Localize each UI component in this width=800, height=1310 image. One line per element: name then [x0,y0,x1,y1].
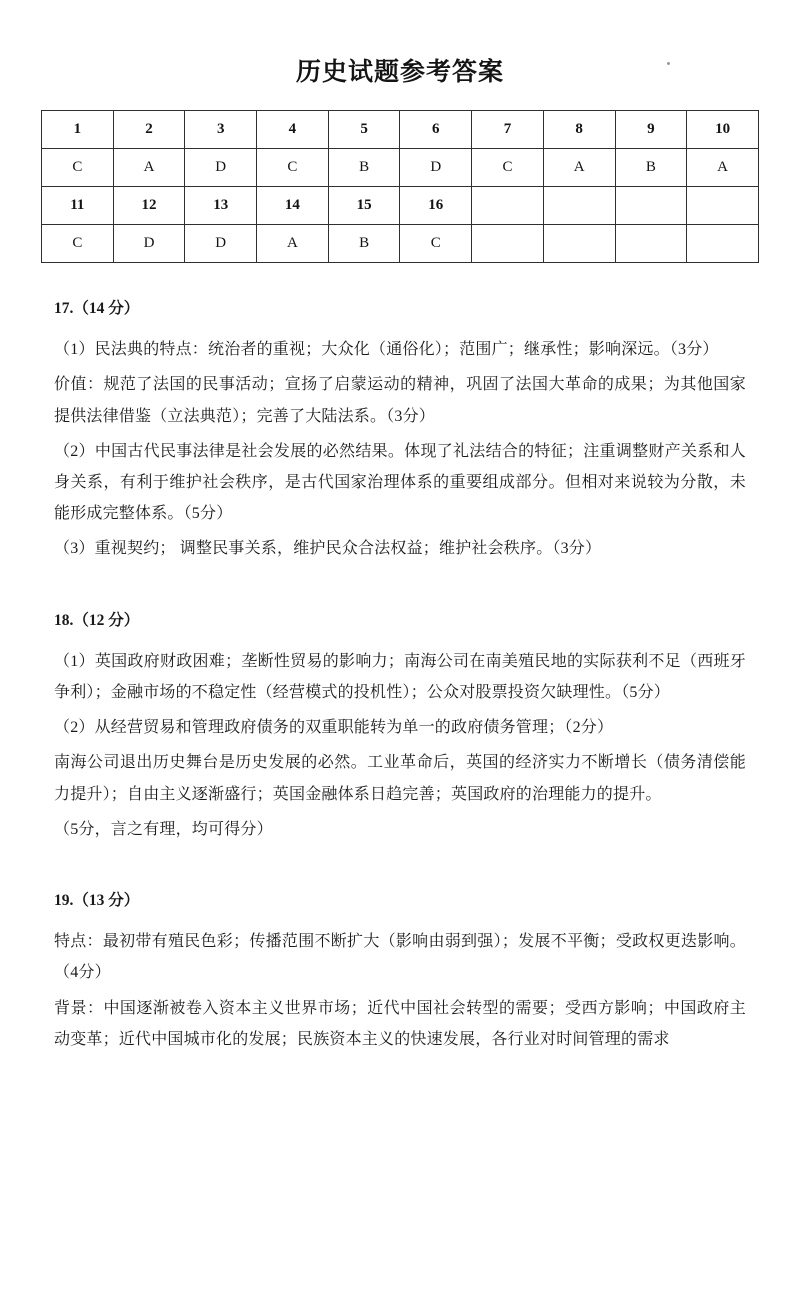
table-cell: C [472,149,544,187]
table-row [42,187,759,225]
table-cell: A [257,225,329,263]
table-cell: 10 [687,111,759,149]
table-cell: A [687,149,759,187]
table-row [42,149,759,187]
answer-paragraph: （1）英国政府财政困难；垄断性贸易的影响力；南海公司在南美殖民地的实际获利不足（西班牙争利）；金融市场的不稳定性（经营模式的投机性）；公众对股票投资欠缺理性。（5分） [54,652,746,701]
table-cell [543,187,615,225]
section-gap [54,849,746,889]
table-cell: D [113,225,185,263]
table-cell [687,187,759,225]
question-heading: 18.（12 分） [54,611,140,629]
table-cell: 5 [328,111,400,149]
question-heading: 17.（14 分） [54,300,140,317]
table-cell [615,187,687,225]
table-cell: 14 [257,187,329,225]
table-cell: D [400,149,472,187]
answer-paragraph: （2）中国古代民事法律是社会发展的必然结果。体现了礼法结合的特征；注重调整财产关系和人身关系，有利于维护社会秩序，是古代国家治理体系的重要组成部分。但相对来说较为分散，未能形成完整体系。（5分） [54,442,746,523]
table-cell: B [328,225,400,263]
answer-paragraph: （2）从经营贸易和管理政府债务的双重职能转为单一的政府债务管理；（2分） [54,719,614,737]
table-cell [615,225,687,263]
table-cell [543,225,615,263]
table-cell: B [615,149,687,187]
table-cell: C [400,225,472,263]
table-cell: 2 [113,111,185,149]
page-dot-mark [667,62,670,65]
table-cell [472,187,544,225]
table-cell: 12 [113,187,185,225]
answer-paragraph: 南海公司退出历史舞台是历史发展的必然。工业革命后，英国的经济实力不断增长（债务清偿能力提升）；自由主义逐渐盛行；英国金融体系日趋完善；英国政府的治理能力的提升。 [54,754,746,803]
question-17-block [54,297,746,565]
answer-paragraph: （5分，言之有理，均可得分） [54,820,273,838]
table-cell: 6 [400,111,472,149]
table-cell [687,225,759,263]
question-18-block [54,609,746,845]
table-cell: 9 [615,111,687,149]
table-cell: 1 [42,111,114,149]
table-cell: A [113,149,185,187]
answer-paragraph: 价值：规范了法国的民事活动；宣扬了启蒙运动的精神，巩固了法国大革命的成果；为其他国家提供法律借鉴（立法典范）；完善了大陆法系。（3分） [54,376,746,425]
answer-paragraph: （3）重视契约； 调整民事关系，维护民众合法权益；维护社会秩序。（3分） [54,540,602,558]
table-cell [472,225,544,263]
table-row [42,111,759,149]
question-heading: 19.（13 分） [54,891,140,909]
table-cell: 15 [328,187,400,225]
table-cell: B [328,149,400,187]
table-cell: C [42,225,114,263]
page-title: 历史试题参考答案 [295,59,504,86]
table-cell: 16 [400,187,472,225]
answer-paragraph: 特点：最初带有殖民色彩；传播范围不断扩大（影响由弱到强）；发展不平衡；受政权更迭影响。（4分） [54,933,746,982]
table-cell: C [42,149,114,187]
table-cell: 8 [543,111,615,149]
question-19-block [54,889,746,1055]
table-cell: D [185,225,257,263]
table-cell: 7 [472,111,544,149]
section-gap [54,569,746,609]
table-cell: 4 [257,111,329,149]
answer-paragraph: （1）民法典的特点：统治者的重视；大众化（通俗化）；范围广；继承性；影响深远。（3分） [54,341,719,359]
answers-body [40,297,760,1055]
table-cell: A [543,149,615,187]
answer-key-table [41,110,759,263]
table-cell: 11 [42,187,114,225]
table-cell: 3 [185,111,257,149]
table-cell: C [257,149,329,187]
answer-paragraph: 背景：中国逐渐被卷入资本主义世界市场；近代中国社会转型的需要；受西方影响；中国政府主动变革；近代中国城市化的发展；民族资本主义的快速发展，各行业对时间管理的需求 [54,999,746,1048]
table-cell: 13 [185,187,257,225]
table-cell: D [185,149,257,187]
table-row [42,225,759,263]
